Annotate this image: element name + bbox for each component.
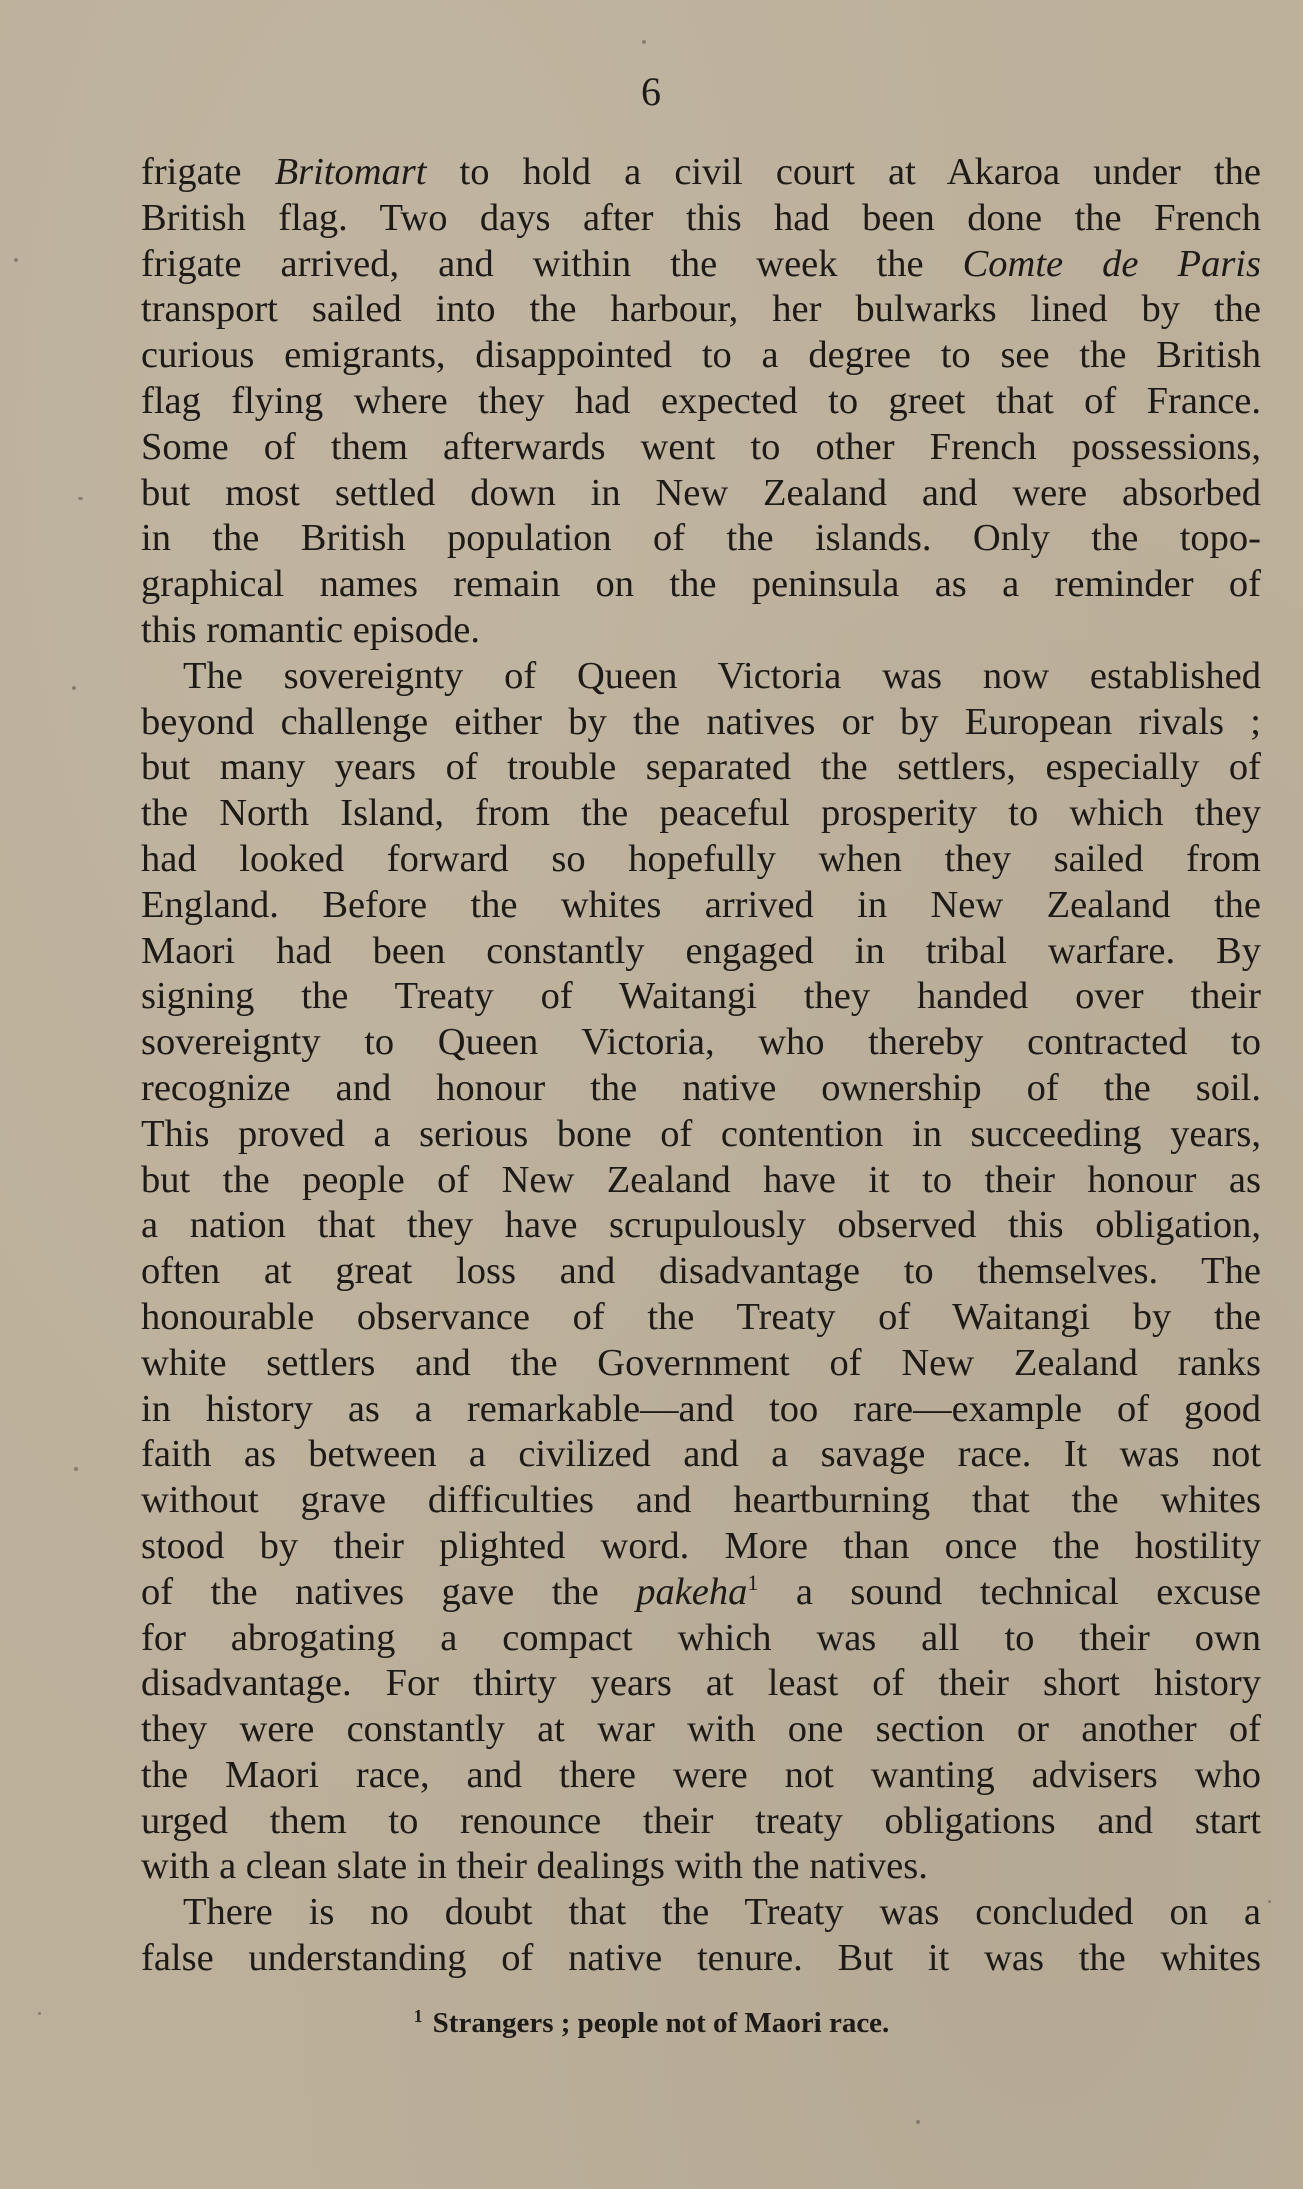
text-line: white settlers and the Government of New Zealand ranks (141, 1341, 1261, 1384)
text-line: in the British population of the islands. Only the topo- (141, 517, 1261, 560)
paper-speck (72, 686, 76, 690)
paragraph-end-line: this romantic episode. (141, 608, 480, 651)
text-line: graphical names remain on the peninsula as a reminder of (141, 563, 1261, 606)
ship-name-comte-de-paris: Comte de Paris (962, 242, 1261, 285)
paper-speck (78, 497, 83, 500)
text-line: signing the Treaty of Waitangi they handed over their (141, 975, 1261, 1018)
paragraph-start-line: The sovereignty of Queen Victoria was now established (183, 654, 1261, 697)
footnote-reference: 1 (747, 1569, 759, 1595)
text-line: but many years of trouble separated the settlers, especially of (141, 746, 1261, 789)
paper-speck (916, 2120, 920, 2124)
text-line: but most settled down in New Zealand and were absorbed (141, 471, 1261, 514)
text-line: sovereignty to Queen Victoria, who thereby contracted to (141, 1021, 1261, 1064)
paper-speck (38, 2012, 41, 2015)
text-line: frigate Britomart to hold a civil court at Akaroa under the (141, 151, 1261, 193)
text-line: frigate arrived, and within the week the Comte de Paris (141, 242, 1261, 285)
text-line: had looked forward so hopefully when they sailed from (141, 837, 1261, 880)
text-line: the North Island, from the peaceful prosperity to which they (141, 792, 1261, 835)
text-line: of the natives gave the pakeha$^1$ a sound technical excuse (141, 1569, 1261, 1613)
text-line: British flag. Two days after this had been done the French (141, 196, 1261, 239)
text-line: disadvantage. For thirty years at least of their short history (141, 1662, 1261, 1705)
text-line: urged them to renounce their treaty obligations and start (141, 1799, 1261, 1842)
paper-speck (74, 1467, 78, 1471)
word-pakeha: pakeha (636, 1570, 748, 1613)
paper-speck (1268, 1900, 1271, 1903)
text-line: transport sailed into the harbour, her bulwarks lined by the (141, 288, 1261, 331)
text-line: stood by their plighted word. More than once the hostility (141, 1524, 1261, 1567)
text-line: without grave difficulties and heartburning that the whites (141, 1479, 1261, 1522)
page-number: 6 (641, 69, 662, 114)
text-line: Maori had been constantly engaged in tribal warfare. By (141, 929, 1261, 972)
text-line: Some of them afterwards went to other French possessions, (141, 425, 1261, 468)
body-text (141, 150, 1261, 1982)
text-line: for abrogating a compact which was all to their own (141, 1616, 1261, 1659)
paper-speck (14, 258, 18, 262)
paper-speck (642, 40, 646, 44)
text-line: faith as between a civilized and a savage race. It was not (141, 1433, 1261, 1476)
text-line: false understanding of native tenure. But it was the whites (141, 1937, 1261, 1980)
text-line: in history as a remarkable—and too rare—example of good (141, 1387, 1261, 1430)
ship-name-britomart: Britomart (274, 151, 427, 193)
footnote (0, 2006, 1303, 2040)
text-line: recognize and honour the native ownership of the soil. (141, 1066, 1261, 1109)
footnote-mark: 1 (413, 2006, 423, 2026)
text-line: England. Before the whites arrived in New Zealand the (141, 883, 1261, 926)
text-line: a nation that they have scrupulously observed this obligation, (141, 1204, 1261, 1247)
text-line: honourable observance of the Treaty of Waitangi by the (141, 1295, 1261, 1338)
text-line: but the people of New Zealand have it to their honour as (141, 1158, 1261, 1201)
paragraph-start-line: There is no doubt that the Treaty was concluded on a (183, 1891, 1261, 1934)
text-line: This proved a serious bone of contention in succeeding years, (141, 1112, 1261, 1155)
text-line: curious emigrants, disappointed to a degree to see the British (141, 334, 1261, 377)
text-line: they were constantly at war with one section or another of (141, 1708, 1261, 1751)
text-line: the Maori race, and there were not wanting advisers who (141, 1753, 1261, 1796)
text-line: often at great loss and disadvantage to themselves. The (141, 1250, 1261, 1293)
paragraph-end-line: with a clean slate in their dealings with the natives. (141, 1845, 928, 1888)
text-line: beyond challenge either by the natives or by European rivals ; (141, 700, 1261, 743)
text-line: flag flying where they had expected to greet that of France. (141, 379, 1261, 422)
footnote-text: Strangers ; people not of Maori race. (432, 2007, 890, 2039)
